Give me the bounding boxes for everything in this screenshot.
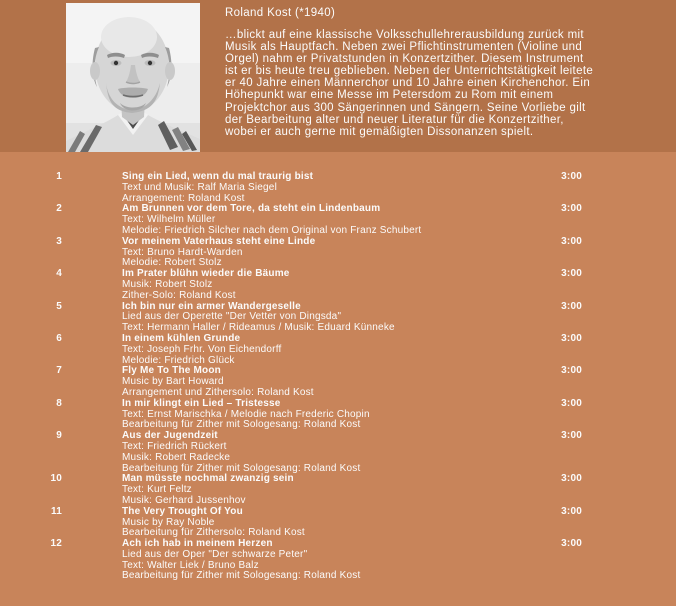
track-number: 11 [51, 505, 62, 517]
track-credit: Text: Ernst Marischka / Melodie nach Frederic Chopin [122, 408, 370, 420]
track-text [122, 237, 576, 269]
track-row [0, 302, 676, 334]
track-duration: 3:00 [561, 332, 582, 344]
track-title: The Very Trought Of You [122, 505, 243, 517]
track-credit: Arrangement und Zithersolo: Roland Kost [122, 386, 314, 398]
track-credit: Bearbeitung für Zither mit Sologesang: Roland Kost [122, 462, 361, 474]
artist-name: Roland Kost (*1940) [225, 7, 336, 19]
bio-line: Musik als Hauptfach. Neben zwei Pflichtinstrumenten (Violine und [225, 41, 583, 54]
track-title: In mir klingt ein Lied – Tristesse [122, 397, 281, 409]
track-title: Fly Me To The Moon [122, 365, 221, 377]
track-row [0, 507, 676, 539]
track-credit: Text: Kurt Feltz [122, 484, 192, 496]
track-text [122, 204, 576, 236]
track-duration: 3:00 [561, 365, 582, 377]
track-row [0, 539, 676, 582]
track-title: Ach ich hab in meinem Herzen [122, 538, 273, 550]
bio-line: ist er bis heute treu geblieben. Neben der Unterrichtstätigkeit leitete [225, 65, 594, 78]
artist-photo [66, 3, 200, 152]
track-duration: 3:00 [561, 203, 582, 215]
track-text [122, 539, 576, 582]
artist-bio [225, 29, 670, 138]
track-credit: Lied aus der Oper "Der schwarze Peter" [122, 548, 308, 560]
track-duration: 3:00 [561, 505, 582, 517]
track-number: 2 [56, 203, 62, 215]
track-duration: 3:00 [561, 430, 582, 442]
track-text [122, 366, 576, 398]
track-row [0, 269, 676, 301]
track-row [0, 431, 676, 474]
track-text [122, 507, 576, 539]
track-credit: Arrangement: Roland Kost [122, 192, 245, 204]
track-title: Vor meinem Vaterhaus steht eine Linde [122, 235, 316, 247]
track-duration: 3:00 [561, 235, 582, 247]
track-credit: Melodie: Friedrich Glück [122, 354, 235, 366]
track-credit: Melodie: Robert Stolz [122, 257, 222, 269]
track-text [122, 474, 576, 506]
track-credit: Text: Wilhelm Müller [122, 214, 216, 226]
track-number: 1 [56, 171, 62, 182]
track-row [0, 399, 676, 431]
portrait-photo-graphic [66, 3, 200, 152]
track-credit: Music by Ray Noble [122, 516, 215, 528]
track-number: 9 [56, 430, 62, 442]
track-credit: Musik: Robert Stolz [122, 278, 213, 290]
track-number: 6 [56, 332, 62, 344]
track-duration: 3:00 [561, 171, 582, 182]
track-credit: Musik: Gerhard Jussenhov [122, 494, 246, 506]
track-text [122, 269, 576, 301]
track-text [122, 172, 576, 204]
track-credit: Bearbeitung für Zither mit Sologesang: Roland Kost [122, 570, 361, 582]
track-title: In einem kühlen Grunde [122, 332, 241, 344]
track-title: Im Prater blühn wieder die Bäume [122, 268, 290, 280]
track-credit: Lied aus der Operette "Der Vetter von Dingsda" [122, 311, 342, 323]
track-row [0, 204, 676, 236]
track-text [122, 302, 576, 334]
track-duration: 3:00 [561, 268, 582, 280]
track-credit: Text: Walter Liek / Bruno Balz [122, 559, 259, 571]
track-number: 4 [56, 268, 62, 280]
track-number: 7 [56, 365, 62, 377]
header-section [0, 0, 676, 152]
track-credit: Bearbeitung für Zithersolo: Roland Kost [122, 527, 305, 539]
track-number: 12 [50, 538, 62, 550]
track-duration: 3:00 [561, 397, 582, 409]
track-credit: Text: Hermann Haller / Rideamus / Musik: Eduard Künneke [122, 322, 395, 334]
track-row [0, 172, 676, 204]
track-credit: Musik: Robert Radecke [122, 451, 231, 463]
bio-line: Projektchor aus 300 Sängerinnen und Sängern. Seine Vorliebe gilt [225, 101, 586, 114]
bio-line: Höhepunkt war eine Messe im Petersdom zu Rom mit einem [225, 89, 554, 102]
track-number: 10 [50, 473, 62, 485]
track-row [0, 334, 676, 366]
bio-line: Orgel) nahm er Privatstunden in Konzertzither. Diesem Instrument [225, 53, 584, 66]
track-text [122, 399, 576, 431]
track-credit: Melodie: Friedrich Silcher nach dem Original von Franz Schubert [122, 224, 422, 236]
bio-line: er 40 Jahre einen Männerchor und 10 Jahre einen Kirchenchor. Ein [225, 77, 591, 90]
track-number: 8 [56, 397, 62, 409]
track-credit: Bearbeitung für Zither mit Sologesang: Roland Kost [122, 419, 361, 431]
track-duration: 3:00 [561, 300, 582, 312]
track-list [0, 152, 676, 582]
bio-line: …blickt auf eine klassische Volksschullehrerausbildung zurück mit [225, 29, 584, 41]
track-text [122, 334, 576, 366]
track-credit: Music by Bart Howard [122, 376, 224, 388]
bio-line: wobei er auch gerne mit gemäßigten Dissonanzen spielt. [225, 125, 534, 138]
track-duration: 3:00 [561, 473, 582, 485]
track-number: 5 [56, 300, 62, 312]
bio-line: der Bearbeitung alter und neuer Literatur für die Konzertzither, [225, 113, 564, 126]
track-credit: Text: Joseph Frhr. Von Eichendorff [122, 343, 282, 355]
track-title: Am Brunnen vor dem Tore, da steht ein Lindenbaum [122, 203, 381, 215]
track-number: 3 [56, 235, 62, 247]
track-credit: Zither-Solo: Roland Kost [122, 289, 236, 301]
track-title: Aus der Jugendzeit [122, 430, 218, 442]
track-title: Ich bin nur ein armer Wandergeselle [122, 300, 301, 312]
track-title: Sing ein Lied, wenn du mal traurig bist [122, 171, 314, 182]
track-row [0, 366, 676, 398]
track-duration: 3:00 [561, 538, 582, 550]
track-credit: Text: Friedrich Rückert [122, 440, 227, 452]
track-row [0, 237, 676, 269]
track-row [0, 474, 676, 506]
track-title: Man müsste nochmal zwanzig sein [122, 473, 294, 485]
track-credit: Text: Bruno Hardt-Warden [122, 246, 243, 258]
track-text [122, 431, 576, 474]
track-credit: Text und Musik: Ralf Maria Siegel [122, 181, 277, 193]
